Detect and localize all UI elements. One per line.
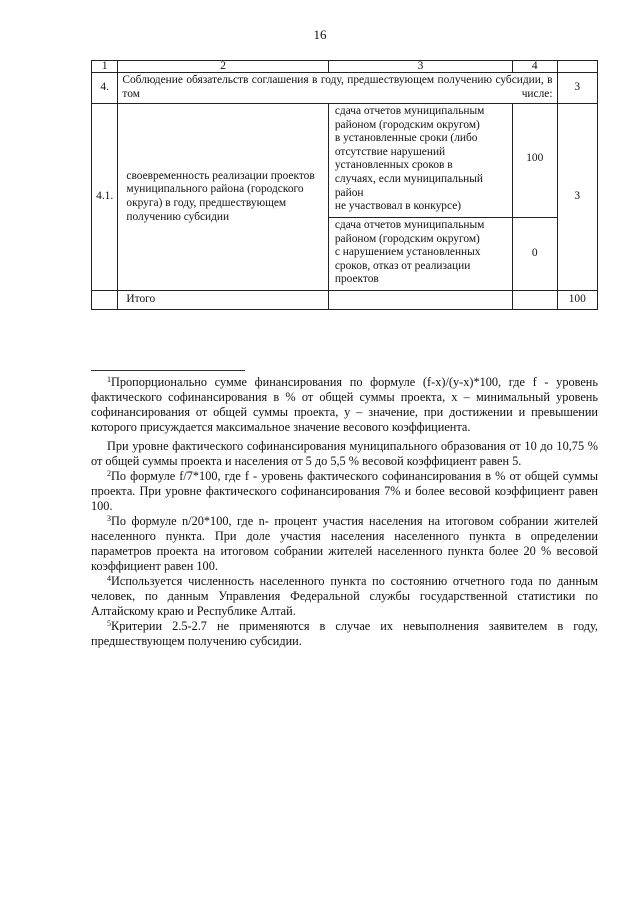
row-4-1-description-text: своевременность реализации проектов муниципального района (городского округа) в году, предшествующем получению субсидии xyxy=(126,169,315,223)
footnote-4-text: Используется численность населенного пункта по состоянию отчетного года по данным человек, по данным Управления Федеральной службы государственной статистики по Алтайскому краю и Республике Алтай. xyxy=(91,574,598,618)
row-4-description: Соблюдение обязательств соглашения в году, предшествующем получению субсидии, в том числе: xyxy=(118,73,557,104)
row-4-1-number: 4.1. xyxy=(92,104,118,291)
table-row-total xyxy=(92,291,598,310)
footnote-4 xyxy=(91,574,598,619)
option-2-line: с нарушением установленных xyxy=(334,246,481,259)
row-4-1-description xyxy=(118,104,328,291)
option-2-line: сдача отчетов муниципальным xyxy=(334,219,485,231)
option-1-line: сдача отчетов муниципальным xyxy=(334,105,485,117)
header-col-2: 2 xyxy=(118,61,328,73)
option-1-line: случаях, если муниципальный xyxy=(334,172,483,185)
footnote-1-text: Пропорционально сумме финансирования по формуле (f-x)/(y-x)*100, где f - уровень фактического софинансирования в % от общей суммы проекта, х – минимальный уровень софинансирования от общей суммы проекта, у – значение, при достижении и превышении которого присуждается максимальное значение весового коэффициента. xyxy=(91,375,598,434)
header-row xyxy=(92,61,598,73)
total-value: 100 xyxy=(557,291,598,310)
total-empty-cell-3 xyxy=(328,291,512,310)
footnote-separator xyxy=(91,370,245,371)
row-4-number: 4. xyxy=(92,73,118,104)
footnote-3-text: По формуле n/20*100, где n- процент участия населения на итоговом собрании жителей населенного пункта. При доле участия населения населенного пункта в определении параметров проекта на итоговом собрании жителей населенного пункта более 20 % весовой коэффициент равен 100. xyxy=(91,514,598,573)
total-row-empty-cell xyxy=(92,291,118,310)
footnote-3-mark: 3 xyxy=(107,514,111,523)
option-2-line: районом (городским округом) xyxy=(334,232,480,245)
option-1-line: установленных сроков в xyxy=(334,159,453,172)
footnote-1 xyxy=(91,375,598,435)
footnote-3 xyxy=(91,514,598,574)
footnote-5-text: Критерии 2.5-2.7 не применяются в случае их невыполнения заявителем в году, предшествующем получению субсидии. xyxy=(91,619,598,648)
option-1-line: район xyxy=(334,186,364,199)
total-empty-cell-4 xyxy=(512,291,557,310)
row-4-1-option-1-criterion xyxy=(328,104,512,218)
footnote-4-mark: 4 xyxy=(107,574,111,583)
table-row-4 xyxy=(92,73,598,104)
row-4-1-weight: 3 xyxy=(557,104,598,291)
header-col-4: 4 xyxy=(512,61,557,73)
option-1-line: отсутствие нарушений xyxy=(334,145,446,158)
option-1-line: районом (городским округом) xyxy=(334,118,480,131)
row-4-1-option-2-score: 0 xyxy=(512,218,557,291)
footnotes xyxy=(91,375,598,649)
row-4-1-option-2-criterion xyxy=(328,218,512,291)
option-2-line: сроков, отказ от реализации xyxy=(334,259,471,272)
page-number: 16 xyxy=(313,27,327,42)
option-2-line: проектов xyxy=(334,273,379,286)
footnote-1-continuation xyxy=(91,439,598,469)
total-label: Итого xyxy=(118,291,328,310)
header-col-3: 3 xyxy=(328,61,512,73)
header-col-1: 1 xyxy=(92,61,118,73)
table-row-4-1-option-1 xyxy=(92,104,598,218)
header-col-5 xyxy=(557,61,598,73)
footnote-1-mark: 1 xyxy=(107,375,111,384)
row-4-weight: 3 xyxy=(557,73,598,104)
footnote-5 xyxy=(91,619,598,649)
option-1-line: в установленные сроки (либо xyxy=(334,132,478,145)
footnote-5-mark: 5 xyxy=(107,619,111,628)
footnote-2-mark: 2 xyxy=(107,469,111,478)
footnote-2 xyxy=(91,469,598,514)
criteria-table xyxy=(91,60,598,310)
footnote-1-continuation-text: При уровне фактического софинансирования муниципального образования от 10 до 10,75 % от общей суммы проекта и населения от 5 до 5,5 % весовой коэффициент равен 5. xyxy=(91,439,598,468)
row-4-1-option-1-score: 100 xyxy=(512,104,557,218)
option-1-line: не участвовал в конкурсе) xyxy=(334,200,462,213)
footnote-2-text: По формуле f/7*100, где f - уровень фактического софинансирования в % от общей суммы проекта. При уровне фактического софинансирования 7% и более весовой коэффициент равен 100. xyxy=(91,469,598,513)
